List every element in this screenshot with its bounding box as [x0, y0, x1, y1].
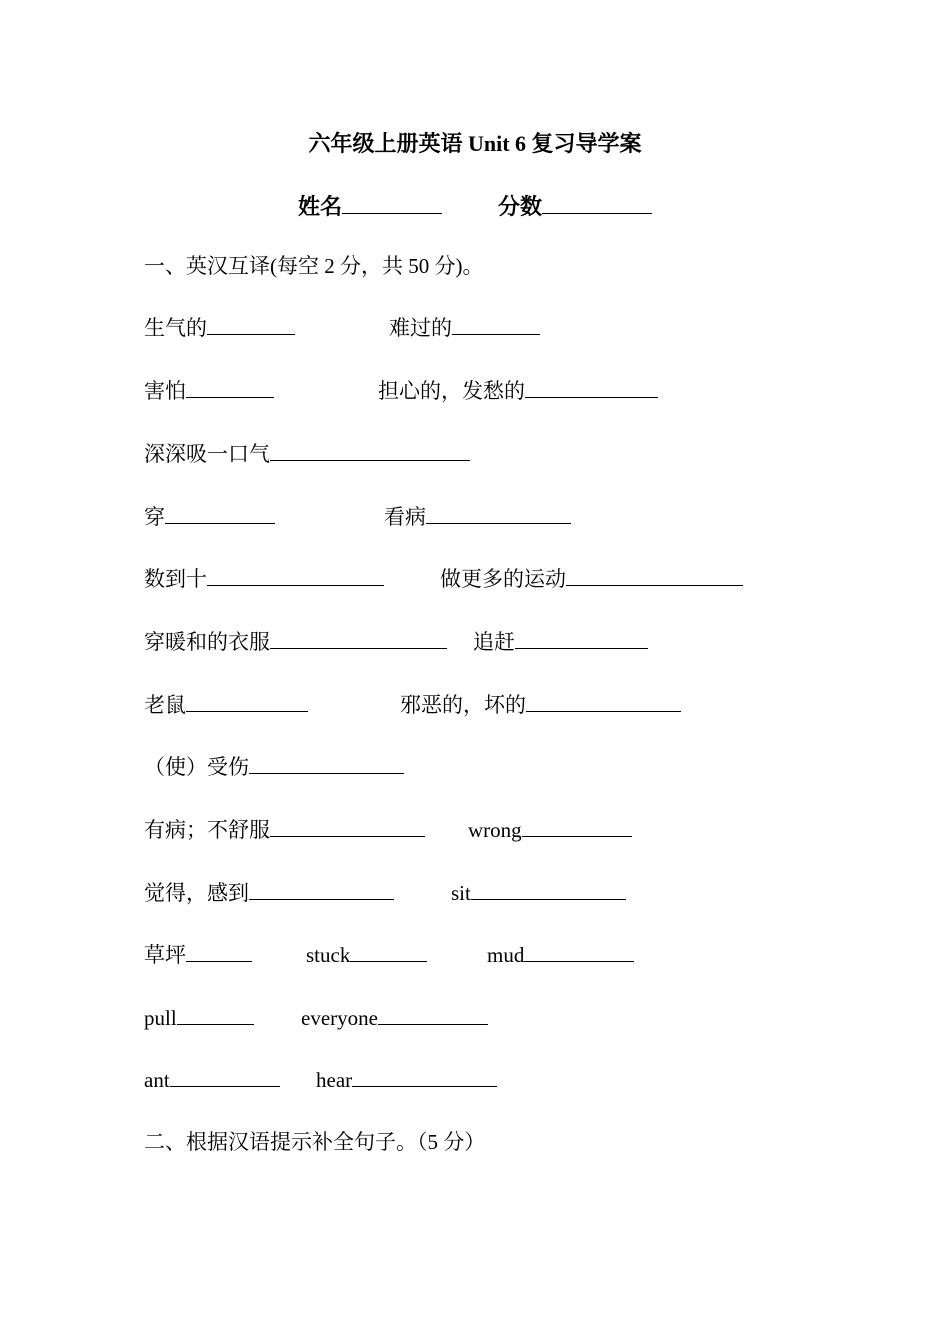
- prompt-text: 看病: [384, 505, 426, 529]
- answer-blank[interactable]: [426, 522, 571, 524]
- prompt-text: 穿: [144, 505, 165, 529]
- answer-blank[interactable]: [522, 835, 632, 837]
- translation-item: [301, 1005, 488, 1031]
- translation-item: [473, 629, 648, 655]
- translation-item: [144, 378, 274, 404]
- answer-blank[interactable]: [525, 396, 658, 398]
- score-blank[interactable]: [542, 212, 652, 214]
- prompt-text: hear: [316, 1068, 353, 1092]
- prompt-text: everyone: [301, 1006, 378, 1030]
- answer-blank[interactable]: [350, 960, 427, 962]
- answer-blank[interactable]: [352, 1085, 497, 1087]
- answer-blank[interactable]: [165, 522, 275, 524]
- answer-blank[interactable]: [186, 960, 252, 962]
- name-score-line: [0, 190, 950, 221]
- prompt-text: mud: [487, 943, 525, 967]
- section-1-heading: 一、英汉互译(每空 2 分，共 50 分)。: [144, 254, 484, 278]
- prompt-text: 害怕: [144, 379, 186, 403]
- prompt-text: stuck: [306, 943, 351, 967]
- prompt-text: 追赶: [473, 630, 515, 654]
- answer-blank[interactable]: [471, 898, 626, 900]
- prompt-text: 草坪: [144, 943, 186, 967]
- translation-item: [440, 566, 743, 592]
- score-label: 分数: [498, 194, 543, 219]
- section-2-heading: 二、根据汉语提示补全句子。（5 分）: [144, 1130, 486, 1154]
- answer-blank[interactable]: [177, 1023, 254, 1025]
- translation-item: [144, 1067, 280, 1093]
- translation-item: [144, 315, 295, 341]
- answer-blank[interactable]: [249, 898, 394, 900]
- prompt-text: 生气的: [144, 316, 207, 340]
- answer-blank[interactable]: [270, 647, 447, 649]
- prompt-text: 难过的: [389, 316, 452, 340]
- translation-item: [144, 817, 425, 843]
- translation-item: [144, 880, 394, 906]
- answer-blank[interactable]: [270, 459, 470, 461]
- answer-blank[interactable]: [207, 584, 384, 586]
- page-title: 六年级上册英语 Unit 6 复习导学案: [308, 131, 642, 156]
- translation-item: [487, 942, 634, 968]
- prompt-text: 穿暖和的衣服: [144, 630, 270, 654]
- translation-item: [384, 504, 571, 530]
- answer-blank[interactable]: [515, 647, 648, 649]
- prompt-text: 做更多的运动: [440, 567, 566, 591]
- answer-blank[interactable]: [186, 710, 308, 712]
- translation-item: [378, 378, 658, 404]
- prompt-text: 数到十: [144, 567, 207, 591]
- translation-item: [389, 315, 540, 341]
- answer-blank[interactable]: [566, 584, 743, 586]
- translation-item: [144, 692, 308, 718]
- answer-blank[interactable]: [207, 333, 295, 335]
- answer-blank[interactable]: [524, 960, 634, 962]
- translation-item: [316, 1067, 497, 1093]
- answer-blank[interactable]: [452, 333, 540, 335]
- prompt-text: 老鼠: [144, 693, 186, 717]
- prompt-text: ant: [144, 1068, 170, 1092]
- prompt-text: wrong: [468, 818, 522, 842]
- answer-blank[interactable]: [526, 710, 681, 712]
- prompt-text: 邪恶的，坏的: [400, 693, 526, 717]
- translation-item: [144, 1005, 254, 1031]
- translation-item: [306, 942, 427, 968]
- prompt-text: 有病；不舒服: [144, 818, 270, 842]
- prompt-text: sit: [451, 881, 471, 905]
- translation-item: [468, 817, 632, 843]
- answer-blank[interactable]: [186, 396, 274, 398]
- translation-item: [144, 942, 252, 968]
- answer-blank[interactable]: [170, 1085, 280, 1087]
- translation-item: [144, 754, 404, 780]
- prompt-text: （使）受伤: [144, 755, 249, 779]
- answer-blank[interactable]: [249, 772, 404, 774]
- name-label: 姓名: [297, 194, 342, 219]
- prompt-text: 担心的，发愁的: [378, 379, 525, 403]
- translation-item: [144, 629, 447, 655]
- name-blank[interactable]: [342, 212, 442, 214]
- translation-item: [144, 441, 470, 467]
- prompt-text: 深深吸一口气: [144, 442, 270, 466]
- translation-item: [451, 880, 626, 906]
- prompt-text: 觉得，感到: [144, 881, 249, 905]
- translation-item: [144, 566, 384, 592]
- answer-blank[interactable]: [378, 1023, 488, 1025]
- translation-item: [144, 504, 275, 530]
- translation-item: [400, 692, 681, 718]
- prompt-text: pull: [144, 1006, 177, 1030]
- answer-blank[interactable]: [270, 835, 425, 837]
